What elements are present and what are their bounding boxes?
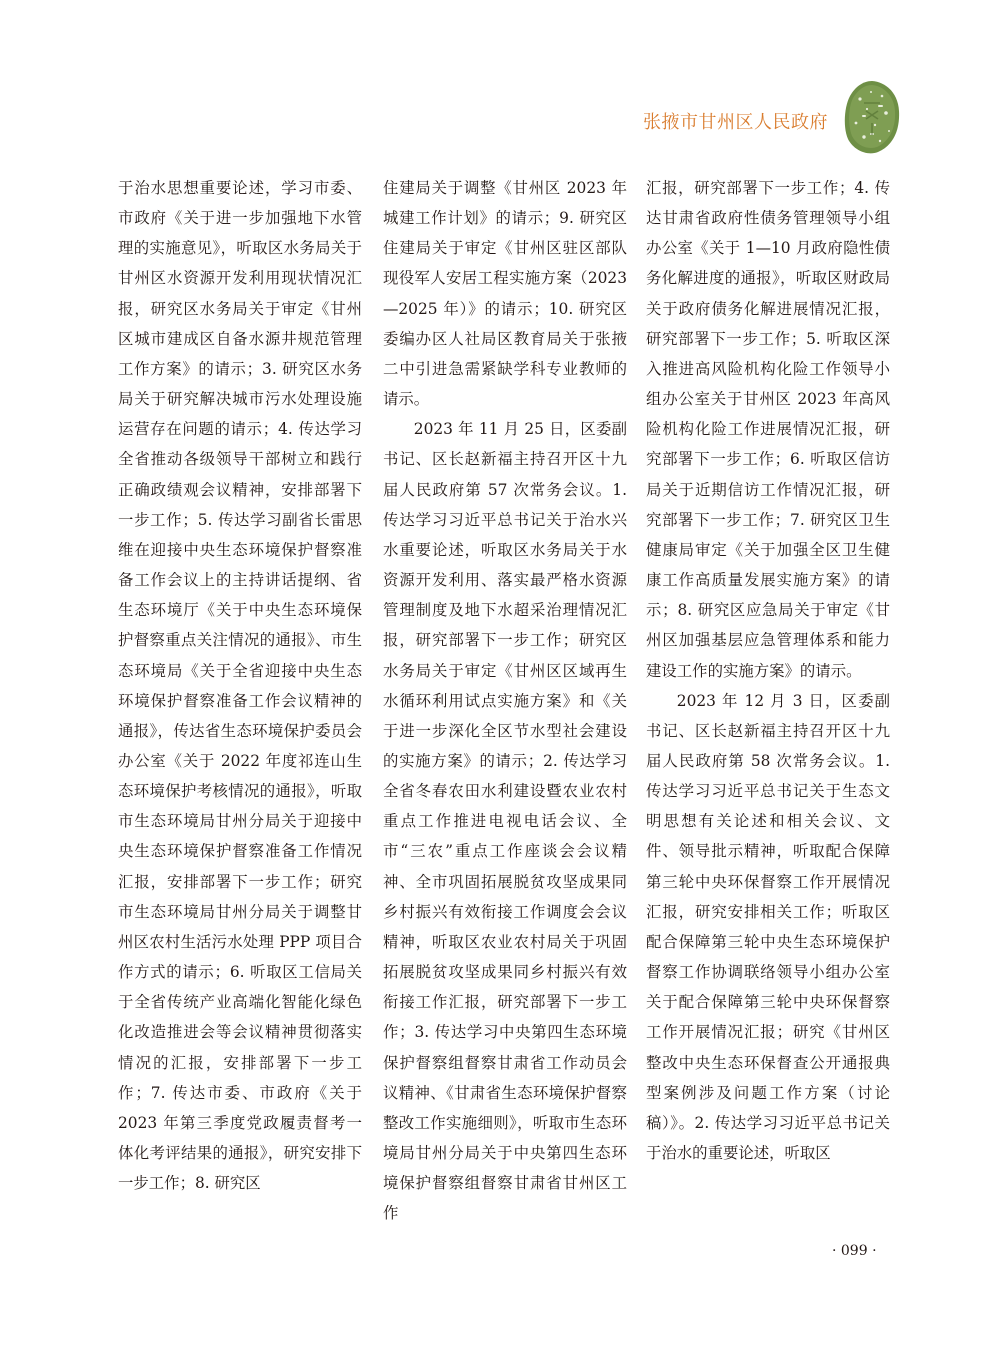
paragraph: 汇报，研究部署下一步工作；4. 传达甘肃省政府性债务管理领导小组办公室《关于 1—10 月政府隐性债务化解进度的通报》，听取区财政局关于政府债务化解进展情况汇报，研究部署下一步工作；5. 听取区深入推进高风险机构化险工作领导小组办公室关于甘州区 2023 年高风险机构化险工作进展情况汇报，研究部署下一步工作；6. 听取区信访局关于近期信访工作情况汇报，研究部署下一步工作；7. 研究区卫生健康局审定《关于加强全区卫生健康工作高质量发展实施方案》的请示；8. 研究区应急局关于审定《甘州区加强基层应急管理体系和能力建设工作的实施方案》的请示。	[646, 179, 890, 680]
paragraph: 住建局关于调整《甘州区 2023 年城建工作计划》的请示；9. 研究区住建局关于审定《甘州区驻区部队现役军人安居工程实施方案（2023—2025 年）》的请示；10. 研究区委编办区人社局区教育局关于张掖二中引进急需紧缺学科专业教师的请示。	[383, 179, 627, 409]
paragraph: 于治水思想重要论述，学习市委、市政府《关于进一步加强地下水管理的实施意见》，听取区水务局关于甘州区水资源开发利用现状情况汇报，研究区水务局关于审定《甘州区城市建成区自备水源井规范管理工作方案》的请示；3. 研究区水务局关于研究解决城市污水处理设施运营存在问题的请示；4. 传达学习全省推动各级领导干部树立和践行正确政绩观会议精神，安排部署下一步工作；5. 传达学习副省长雷思维在迎接中央生态环境保护督察准备工作会议上的主持讲话提纲、省生态环境厅《关于中央生态环境保护督察重点关注情况的通报》、市生态环境局《关于全省迎接中央生态环境保护督察准备工作会议精神的通报》，传达省生态环境保护委员会办公室《关于 2022 年度祁连山生态环境保护考核情况的通报》，听取市生态环境局甘州分局关于迎接中央生态环境保护督察准备工作情况汇报，安排部署下一步工作；研究市生态环境局甘州分局关于调整甘州区农村生活污水处理 PPP 项目合作方式的请示；6. 听取区工信局关于全省传统产业高端化智能化绿色化改造推进会等会议精神贯彻落实情况的汇报，安排部署下一步工作；7. 传达市委、市政府《关于 2023 年第三季度党政履责督考一体化考评结果的通报》，研究安排下一步工作；8. 研究区	[118, 179, 362, 1193]
header-title: 张掖市甘州区人民政府	[643, 112, 828, 133]
text-column-2	[383, 173, 627, 1228]
text-column-3	[646, 173, 890, 1168]
paragraph: 2023 年 12 月 3 日，区委副书记、区长赵新福主持召开区十九届人民政府第 58 次常务会议。1. 传达学习习近平总书记关于生态文明思想有关论述和相关会议、文件、领导批示精神，听取配合保障第三轮中央环保督察工作开展情况汇报，研究安排相关工作；听取区配合保障第三轮中央生态环境保护督察工作协调联络领导小组办公室关于配合保障第三轮中央环保督察工作开展情况汇报；研究《甘州区整改中央生态环保督查公开通报典型案例涉及问题工作方案（讨论稿）》。2. 传达学习习近平总书记关于治水的重要论述，听取区	[646, 691, 890, 1162]
paragraph: 2023 年 11 月 25 日，区委副书记、区长赵新福主持召开区十九届人民政府第 57 次常务会议。1. 传达学习习近平总书记关于治水兴水重要论述，听取区水务局关于水资源开发利用、落实最严格水资源管理制度及地下水超采治理情况汇报，研究部署下一步工作；研究区水务局关于审定《甘州区区域再生水循环利用试点实施方案》和《关于进一步深化全区节水型社会建设的实施方案》的请示；2. 传达学习全省冬春农田水利建设暨农业农村重点工作推进电视电话会议、全市“三农”重点工作座谈会会议精神、全市巩固拓展脱贫攻坚成果同乡村振兴有效衔接工作调度会会议精神，听取区农业农村局关于巩固拓展脱贫攻坚成果同乡村振兴有效衔接工作汇报，研究部署下一步工作；3. 传达学习中央第四生态环境保护督察组督察甘肃省工作动员会议精神、《甘肃省生态环境保护督察整改工作实施细则》，听取市生态环境局甘州分局关于中央第四生态环境保护督察组督察甘肃省甘州区工作	[383, 420, 627, 1223]
page-number: · 099 ·	[832, 1243, 877, 1259]
seal-emblem-icon	[842, 79, 902, 155]
text-column-1	[118, 173, 362, 1198]
